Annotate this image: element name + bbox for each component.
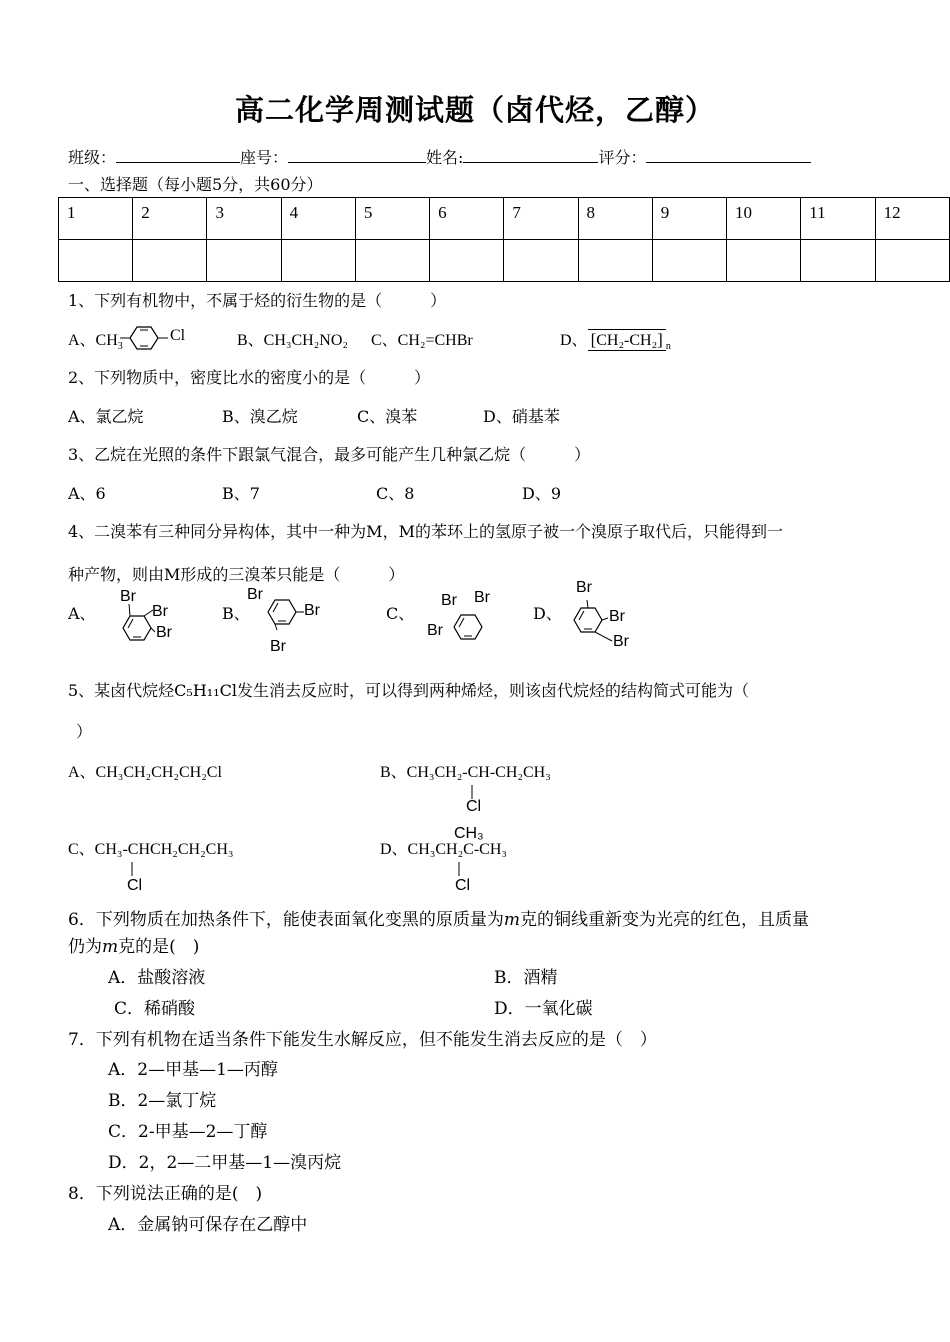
q6-m-symbol: m [503, 910, 520, 930]
q1-d-prefix: D、 [560, 332, 588, 349]
question-1-stem: 1、下列有机物中，不属于烃的衍生物的是（ ） [68, 291, 447, 310]
q2-option-b: B、溴乙烷 [222, 407, 298, 426]
q3-option-d: D、9 [522, 484, 562, 503]
q1-option-a [68, 327, 123, 352]
answer-cell[interactable] [726, 240, 800, 282]
score-blank[interactable] [646, 148, 811, 163]
answer-cell[interactable] [801, 240, 875, 282]
answer-number: 10 [726, 198, 800, 240]
question-4-stem-line1: 4、二溴苯有三种同分异构体，其中一种为M，M的苯环上的氢原子被一个溴原子取代后，只能得到一 [68, 522, 783, 541]
q6-m-symbol-2: m [102, 937, 119, 957]
q6-option-c: C．稀硝酸 [114, 999, 196, 1019]
q1-a-prefix: A、CH [68, 332, 118, 349]
question-7-stem: 7．下列有机物在适当条件下能发生水解反应，但不能发生消去反应的是（ ） [68, 1030, 657, 1050]
answer-number: 4 [281, 198, 355, 240]
page-title: 高二化学周测试题（卤代烃，乙醇） [234, 93, 715, 127]
seat-label: 座号： [240, 148, 289, 167]
q4-b-br-2: Br [304, 602, 320, 619]
q2-option-d: D、硝基苯 [483, 407, 560, 426]
score-label: 评分： [598, 148, 647, 167]
question-8-stem: 8．下列说法正确的是( ) [68, 1184, 263, 1204]
answer-number: 8 [578, 198, 652, 240]
answer-number: 1 [59, 198, 133, 240]
q5-c-bond-line [131, 862, 135, 878]
q3-option-a: A、6 [68, 484, 106, 503]
question-5-stem-line1: 5、某卤代烷烃C₅H₁₁Cl发生消去反应时，可以得到两种烯烃，则该卤代烷烃的结构简式可能为（ [68, 681, 749, 700]
q3-option-b: B、7 [222, 484, 260, 503]
q6-stem-part1: 6．下列物质在加热条件下，能使表面氧化变黑的原质量为 [68, 910, 504, 930]
q5-option-b: B、CH₃CH₂-CH-CH₂CH₃ [380, 764, 551, 781]
q6-stem-part2: 克的铜线重新变为光亮的红色，且质量 [519, 910, 809, 930]
q3-option-c: C、8 [376, 484, 415, 503]
question-6-stem-line1 [68, 905, 809, 930]
answer-input-row [59, 240, 950, 282]
q4-c-br-2: Br [474, 589, 490, 606]
answer-number: 6 [430, 198, 504, 240]
seat-blank[interactable] [288, 148, 426, 163]
student-info-row [68, 145, 811, 168]
answer-cell[interactable] [504, 240, 578, 282]
q5-b-cl: Cl [466, 798, 482, 815]
q6-option-a: A．盐酸溶液 [108, 968, 206, 988]
q7-option-a: A．2—甲基—1—丙醇 [108, 1060, 278, 1080]
q1-option-b: B、CH₃CH₂NO₂ [237, 332, 348, 349]
q4-d-br-2: Br [609, 608, 625, 625]
q4-c-br-3: Br [427, 622, 443, 639]
answer-cell[interactable] [652, 240, 726, 282]
benzene-ring-icon [117, 324, 170, 353]
answer-number: 12 [875, 198, 949, 240]
q1-d-n: n [665, 341, 671, 353]
q4-option-c-label: C、 [386, 604, 415, 623]
q2-option-c: C、溴苯 [357, 407, 418, 426]
q1-option-d: D、 [CH₂-CH₂] $_n$ [560, 330, 671, 353]
q4-b-br-3: Br [270, 638, 286, 655]
q5-d-cl: Cl [455, 877, 471, 894]
answer-number: 9 [652, 198, 726, 240]
q4-a-br-1: Br [120, 588, 136, 605]
class-label: 班级： [68, 148, 117, 167]
q1-d-poly: CH₂-CH₂ [596, 332, 658, 349]
question-5-stem-line2: ） [76, 722, 93, 741]
q6-option-d: D．一氧化碳 [494, 999, 593, 1019]
question-6-stem-line2 [68, 932, 199, 957]
q4-c-structure-icon [448, 605, 498, 655]
q4-a-br-2: Br [152, 603, 168, 620]
q5-c-cl: Cl [127, 877, 143, 894]
q4-option-b-label: B、 [222, 604, 250, 623]
q4-d-br-1: Br [576, 579, 592, 596]
name-label: 姓名: [426, 148, 464, 167]
class-blank[interactable] [116, 148, 240, 163]
answer-cell[interactable] [133, 240, 207, 282]
q4-b-br-1: Br [247, 586, 263, 603]
q6-option-b: B．酒精 [494, 968, 558, 988]
q5-option-d: D、CH₃CH₂C-CH₃ [380, 841, 507, 858]
q5-d-bond-line [458, 862, 462, 878]
answer-cell[interactable] [59, 240, 133, 282]
q4-d-br-3: Br [613, 633, 629, 650]
q4-option-d-label: D、 [533, 604, 562, 623]
question-3-stem: 3、乙烷在光照的条件下跟氯气混合，最多可能产生几种氯乙烷（ ） [68, 445, 591, 464]
answer-number: 11 [801, 198, 875, 240]
q5-option-a: A、CH₃CH₂CH₂CH₂Cl [68, 764, 222, 781]
q4-option-a-label: A、 [68, 604, 96, 623]
q5-option-c: C、CH₃-CHCH₂CH₂CH₃ [68, 841, 234, 858]
q7-option-b: B．2—氯丁烷 [108, 1091, 217, 1111]
q4-a-br-3: Br [156, 624, 172, 641]
answer-cell[interactable] [281, 240, 355, 282]
q4-c-br-1: Br [441, 592, 457, 609]
answer-number: 3 [207, 198, 281, 240]
q8-option-a: A．金属钠可保存在乙醇中 [108, 1215, 308, 1235]
answer-cell[interactable] [355, 240, 429, 282]
q2-option-a: A、氯乙烷 [68, 407, 144, 426]
answer-number: 7 [504, 198, 578, 240]
name-blank[interactable] [463, 148, 598, 163]
answer-number-row [59, 198, 950, 240]
q6-stem-part4: 克的是( ) [118, 937, 200, 957]
q7-option-c: C．2-甲基—2—丁醇 [108, 1122, 268, 1142]
q1-a-suffix: Cl [170, 327, 186, 344]
answer-number: 5 [355, 198, 429, 240]
question-2-stem: 2、下列物质中，密度比水的密度小的是（ ） [68, 368, 431, 387]
answer-cell[interactable] [578, 240, 652, 282]
q5-d-ch3: CH₃ [454, 825, 484, 842]
q1-a-sub: 3 [117, 341, 123, 353]
answer-table [58, 197, 950, 282]
answer-cell[interactable] [430, 240, 504, 282]
q1-option-c: C、CH₂=CHBr [371, 332, 473, 349]
answer-cell[interactable] [875, 240, 949, 282]
question-4-stem-line2: 种产物，则由M形成的三溴苯只能是（ ） [68, 565, 405, 584]
answer-cell[interactable] [207, 240, 281, 282]
q7-option-d: D．2，2—二甲基—1—溴丙烷 [108, 1153, 342, 1173]
section-heading: 一、选择题（每小题5分，共60分） [68, 175, 323, 194]
q6-stem-part3: 仍为 [68, 937, 102, 957]
answer-number: 2 [133, 198, 207, 240]
